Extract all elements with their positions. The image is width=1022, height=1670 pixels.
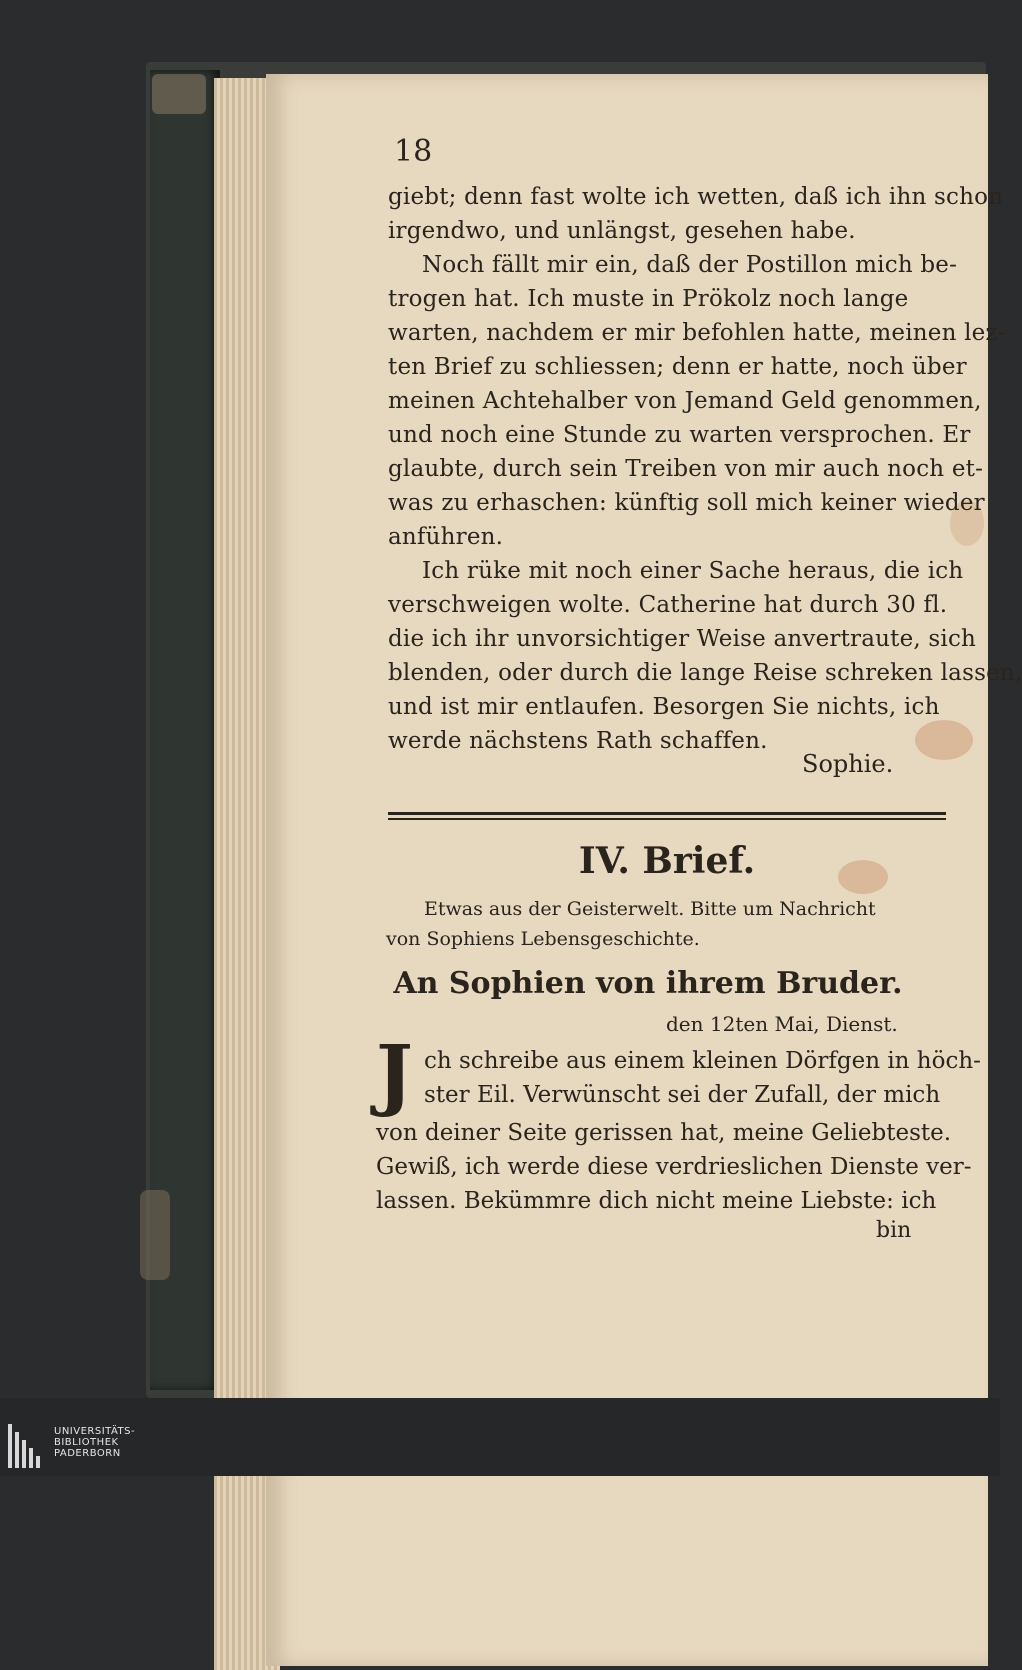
summary-line: von Sophiens Lebensgeschichte. [386,928,700,950]
text-line: was zu erhaschen: künftig soll mich keiner wieder [388,490,985,516]
text-line: werde nächstens Rath schaffen. [388,728,768,754]
text-line: Gewiß, ich werde diese verdrieslichen Dienste ver- [376,1154,972,1180]
catchword: bin [876,1218,912,1243]
letter-summary [386,894,956,954]
page-number: 18 [394,134,433,169]
text-line: verschweigen wolte. Catherine hat durch 30 fl. [388,592,948,618]
signature: Sophie. [802,750,894,778]
text-line: trogen hat. Ich muste in Prökolz noch lange [388,286,909,312]
letter-subheading: An Sophien von ihrem Bruder. [393,966,903,1001]
text-line: lassen. Bekümmre dich nicht meine Liebste: ich [376,1188,937,1214]
divider-rule [388,818,946,820]
text-line: blenden, oder durch die lange Reise schreken lassen, [388,660,1022,686]
paragraph-2 [388,248,1006,554]
text-line: glaubte, durch sein Treiben von mir auch noch et- [388,456,984,482]
library-line: UNIVERSITÄTS- [54,1426,136,1437]
drop-cap: J [376,1029,413,1120]
divider-rule [388,812,946,815]
library-name [54,1426,135,1459]
letter-body [376,1116,972,1218]
text-line: ster Eil. Verwünscht sei der Zufall, der mich [424,1082,941,1108]
paragraph-3 [388,554,1022,758]
cover-wear [140,1190,170,1280]
library-footer [0,1398,1000,1476]
summary-line: Etwas aus der Geisterwelt. Bitte um Nachricht [424,898,876,920]
text-line: und noch eine Stunde zu warten versprochen. Er [388,422,971,448]
library-line: PADERBORN [54,1448,121,1459]
cover-wear [152,74,206,114]
letter-date: den 12ten Mai, Dienst. [666,1012,898,1036]
text-line: Noch fällt mir ein, daß der Postillon mich be- [422,252,958,278]
text-line: giebt; denn fast wolte ich wetten, daß ich ihn schon [388,184,1004,210]
text-line: ten Brief zu schliessen; denn er hatte, noch über [388,354,967,380]
library-logo-icon [8,1424,46,1468]
paragraph-1 [388,180,1004,248]
letter-heading: IV. Brief. [578,840,756,882]
text-line: von deiner Seite gerissen hat, meine Geliebteste. [376,1120,952,1146]
library-line: BIBLIOTHEK [54,1437,119,1448]
text-line: meinen Achtehalber von Jemand Geld genommen, [388,388,982,414]
text-line: und ist mir entlaufen. Besorgen Sie nichts, ich [388,694,940,720]
text-line: anführen. [388,524,504,550]
text-line: die ich ihr unvorsichtiger Weise anvertraute, sich [388,626,977,652]
text-line: Ich rüke mit noch einer Sache heraus, die ich [422,558,964,584]
text-line: warten, nachdem er mir befohlen hatte, meinen lez- [388,320,1006,346]
text-line: irgendwo, und unlängst, gesehen habe. [388,218,856,244]
text-line: ch schreibe aus einem kleinen Dörfgen in höch- [424,1048,981,1074]
